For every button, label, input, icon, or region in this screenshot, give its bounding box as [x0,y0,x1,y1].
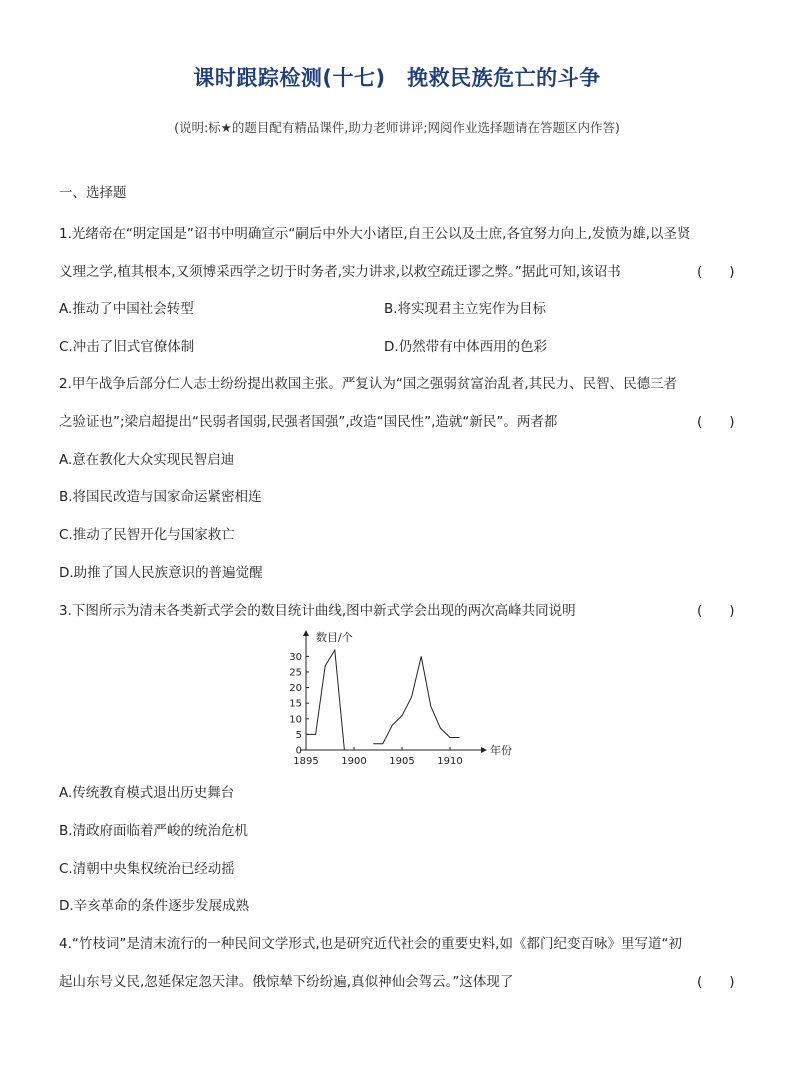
q1-option-b[interactable]: B.将实现君主立宪作为目标 [384,301,547,317]
q1-option-c[interactable]: C.冲击了旧式官僚体制 [59,339,195,355]
q4-stem-line1: 4.“竹枝词”是清末流行的一种民间文学形式,也是研究近代社会的重要史料,如《都门纪变百咏》里写道“初 [59,936,682,952]
q3-option-a[interactable]: A.传统教育模式退出历史舞台 [59,785,235,801]
series-line-2 [373,656,459,743]
q4-stem-line2: 起山东号义民,忽延保定忽天津。俄惊辇下纷纷遍,真似神仙会驾云。”这体现了 [59,974,514,990]
y-tick-label: 15 [289,698,302,710]
q2-answer-blank[interactable]: ( ) [697,414,735,430]
q3-stem-line1: 3.下图所示为清末各类新式学会的数目统计曲线,图中新式学会出现的两次高峰共同说明 [59,603,576,619]
q1-stem-line1: 1.光绪帝在“明定国是”诏书中明确宣示“嗣后中外大小诸臣,自王公以及士庶,各宜努力向上,发愤为雄,以圣贤 [59,226,691,242]
q2-stem-line1: 2.甲午战争后部分仁人志士纷纷提出救国主张。严复认为“国之强弱贫富治乱者,其民力、民智、民德三者 [59,376,678,392]
page-subtitle: (说明:标★的题目配有精品课件,助力老师讲评;网阅作业选择题请在答题区内作答) [174,120,620,135]
page-title: 课时跟踪检测(十七) 挽救民族危亡的斗争 [193,66,601,90]
x-axis-label: 年份 [490,744,512,757]
q2-option-c[interactable]: C.推动了民智开化与国家救亡 [59,527,235,543]
y-axis [303,630,309,750]
q3-option-c[interactable]: C.清朝中央集权统治已经动摇 [59,861,235,877]
society-count-chart [270,628,530,774]
x-tick-label: 1895 [293,756,319,767]
q4-answer-blank[interactable]: ( ) [697,974,735,990]
q3-option-d[interactable]: D.辛亥革命的条件逐步发展成熟 [59,898,250,914]
section-heading: 一、选择题 [59,185,127,201]
q3-option-b[interactable]: B.清政府面临着严峻的统治危机 [59,823,249,839]
x-tick-label: 1905 [389,756,415,767]
x-axis [300,747,487,753]
q1-option-d[interactable]: D.仍然带有中体西用的色彩 [384,339,548,355]
q2-stem-line2: 之验证也”;梁启超提出“民弱者国弱,民强者国强”,改造“国民性”,造就“新民”。两者都 [59,414,558,430]
q1-answer-blank[interactable]: ( ) [697,264,735,280]
x-tick-label: 1900 [341,756,367,767]
y-tick-label: 20 [289,683,302,695]
x-tick-label: 1910 [437,756,463,767]
y-tick-label: 0 [295,745,302,757]
y-tick-label: 25 [289,667,302,679]
y-tick-label: 30 [289,651,302,663]
q1-stem-line2: 义理之学,植其根本,又须博采西学之切于时务者,实力讲求,以救空疏迂谬之弊。”据此可知,该诏书 [59,264,621,280]
q2-option-d[interactable]: D.助推了国人民族意识的普遍觉醒 [59,565,263,581]
y-tick-label: 5 [295,729,302,741]
q2-option-b[interactable]: B.将国民改造与国家命运紧密相连 [59,489,262,505]
y-axis-label: 数目/个 [316,631,353,644]
y-tick-label: 10 [289,714,302,726]
q2-option-a[interactable]: A.意在教化大众实现民智启迪 [59,452,235,468]
q3-answer-blank[interactable]: ( ) [697,603,735,619]
series-line-1 [306,650,344,750]
q1-option-a[interactable]: A.推动了中国社会转型 [59,301,194,317]
